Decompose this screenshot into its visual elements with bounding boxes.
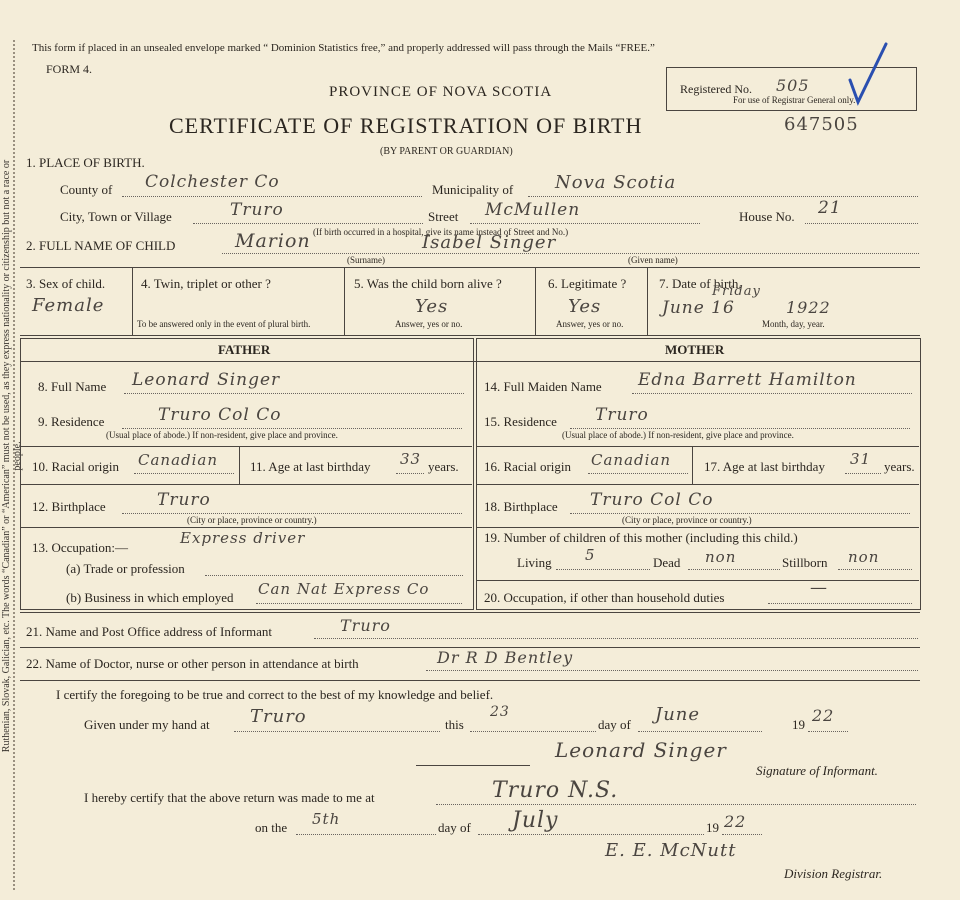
father-birthplace-value: Truro [157,490,211,510]
sex-value: Female [32,295,105,316]
street-value: McMullen [485,200,581,220]
registrar-caption: Division Registrar. [784,866,883,881]
mother-age-label: 17. Age at last birthday [704,459,825,474]
day-of-week-value: Friday [712,284,761,299]
city-value: Truro [230,200,284,220]
trade-label: (a) Trade or profession [66,561,185,576]
return-day-value: 5th [312,810,341,828]
legitimate-note: Answer, yes or no. [556,319,624,329]
certify-month-value: June [655,704,701,725]
father-age-label: 11. Age at last birthday [250,459,371,474]
father-name-value: Leonard Singer [132,370,281,390]
child-name-label: 2. FULL NAME OF CHILD [26,238,176,253]
mother-name-value: Edna Barrett Hamilton [638,370,857,390]
business-label: (b) Business in which employed [66,590,234,605]
date-of-birth-label: 7. Date of birth. [659,276,742,291]
registrar-signature: E. E. McNutt [605,840,737,861]
mother-birthplace-note: (City or place, province or country.) [622,515,752,525]
father-residence-value: Truro Col Co [158,405,282,425]
stillborn-label: Stillborn [782,555,828,570]
child-given-value: Isabel Singer [422,232,557,253]
hospital-note: (If birth occurred in a hospital, give its name instead of Street and No.) [313,227,569,237]
father-racial-label: 10. Racial origin [32,459,120,474]
doctor-label: 22. Name of Doctor, nurse or other person in attendance at birth [26,656,359,671]
child-surname-value: Marion [235,230,311,252]
street-label: Street [428,209,459,224]
county-label: County of [60,182,113,197]
legitimate-label: 6. Legitimate ? [548,276,627,291]
father-birthplace-label: 12. Birthplace [32,499,106,514]
born-alive-value: Yes [415,296,449,317]
return-place-value: Truro N.S. [492,778,619,803]
county-value: Colchester Co [145,172,280,192]
margin-note: Ruthenian, Slovak, Galician, etc. The words “Canadian” or “American” must not be used, as they express nationality or citizenship but not a race or people. [1,159,23,753]
certify-statement: I certify the foregoing to be true and correct to the best of my knowledge and belief. [56,687,494,702]
father-heading: FATHER [218,342,271,357]
registered-label: Registered No. [680,82,752,96]
father-residence-note: (Usual place of abode.) If non-resident, give place and province. [106,430,338,440]
mother-birthplace-label: 18. Birthplace [484,499,558,514]
mother-residence-label: 15. Residence [484,414,557,429]
father-years-label: years. [428,459,459,474]
mother-occupation-value: — [810,578,828,598]
given-place-value: Truro [250,706,307,727]
stillborn-value: non [848,548,880,566]
informant-signature: Leonard Singer [555,738,727,762]
return-label: I hereby certify that the above return was made to me at [84,790,375,805]
given-name-caption: (Given name) [628,255,678,265]
registered-number: 505 [776,76,810,95]
mother-heading: MOTHER [665,342,725,357]
mother-name-label: 14. Full Maiden Name [484,379,602,394]
sex-label: 3. Sex of child. [26,276,106,291]
mother-residence-note: (Usual place of abode.) If non-resident, give place and province. [562,430,794,440]
certificate-title: CERTIFICATE OF REGISTRATION OF BIRTH [169,113,643,138]
this-label: this [445,717,464,732]
return-year-prefix: 19 [706,820,719,835]
father-name-label: 8. Full Name [38,379,107,394]
mother-birthplace-value: Truro Col Co [590,490,714,510]
date-note: Month, day, year. [762,319,825,329]
twin-note: To be answered only in the event of plural birth. [137,319,311,329]
certificate-number: 647505 [784,114,859,135]
surname-caption: (Surname) [347,255,385,265]
mother-age-value: 31 [850,450,872,468]
informant-label: 21. Name and Post Office address of Informant [26,624,272,639]
father-age-value: 33 [400,450,422,468]
form-number: FORM 4. [46,62,93,76]
informant-signature-caption: Signature of Informant. [756,763,878,778]
certificate-subtitle: (BY PARENT OR GUARDIAN) [380,146,513,157]
twin-label: 4. Twin, triplet or other ? [141,276,271,291]
date-of-birth-value: June 16 [662,298,735,318]
mother-occupation-label: 20. Occupation, if other than household duties [484,590,725,605]
certify-day-value: 23 [490,704,510,720]
municipality-label: Municipality of [432,182,514,197]
dead-value: non [705,548,737,566]
city-label: City, Town or Village [60,209,172,224]
mailing-notice: This form if placed in an unsealed envelope marked “ Dominion Statistics free,” and properly addressed will pass through the Mails “FREE.” [32,42,655,54]
business-value: Can Nat Express Co [258,580,430,598]
mother-residence-value: Truro [595,405,649,425]
born-alive-note: Answer, yes or no. [395,319,463,329]
dead-label: Dead [653,555,681,570]
day-of-label: day of [598,717,631,732]
certify-year-prefix: 19 [792,717,805,732]
father-occupation-label: 13. Occupation:— [32,540,129,555]
living-label: Living [517,555,552,570]
informant-value: Truro [340,616,391,635]
given-under-label: Given under my hand at [84,717,210,732]
registered-note: For use of Registrar General only. [733,95,856,105]
born-alive-label: 5. Was the child born alive ? [354,276,502,291]
house-value: 21 [818,198,842,218]
province-heading: PROVINCE OF NOVA SCOTIA [329,84,553,100]
father-racial-value: Canadian [138,451,219,469]
living-value: 5 [585,546,596,564]
certify-year-value: 22 [812,706,835,725]
father-occupation-value: Express driver [180,529,306,547]
birth-year-value: 1922 [786,298,831,317]
doctor-value: Dr R D Bentley [437,648,574,667]
return-day-of-label: day of [438,820,471,835]
mother-years-label: years. [884,459,915,474]
check-mark-icon [848,40,888,110]
on-the-label: on the [255,820,288,835]
return-year-value: 22 [724,812,747,831]
municipality-value: Nova Scotia [555,172,677,193]
father-residence-label: 9. Residence [38,414,105,429]
mother-racial-value: Canadian [591,451,672,469]
place-of-birth-heading: 1. PLACE OF BIRTH. [26,155,145,170]
children-count-label: 19. Number of children of this mother (including this child.) [484,530,798,545]
legitimate-value: Yes [568,296,602,317]
mother-racial-label: 16. Racial origin [484,459,572,474]
father-birthplace-note: (City or place, province or country.) [187,515,317,525]
house-label: House No. [739,209,795,224]
return-month-value: July [512,808,559,833]
